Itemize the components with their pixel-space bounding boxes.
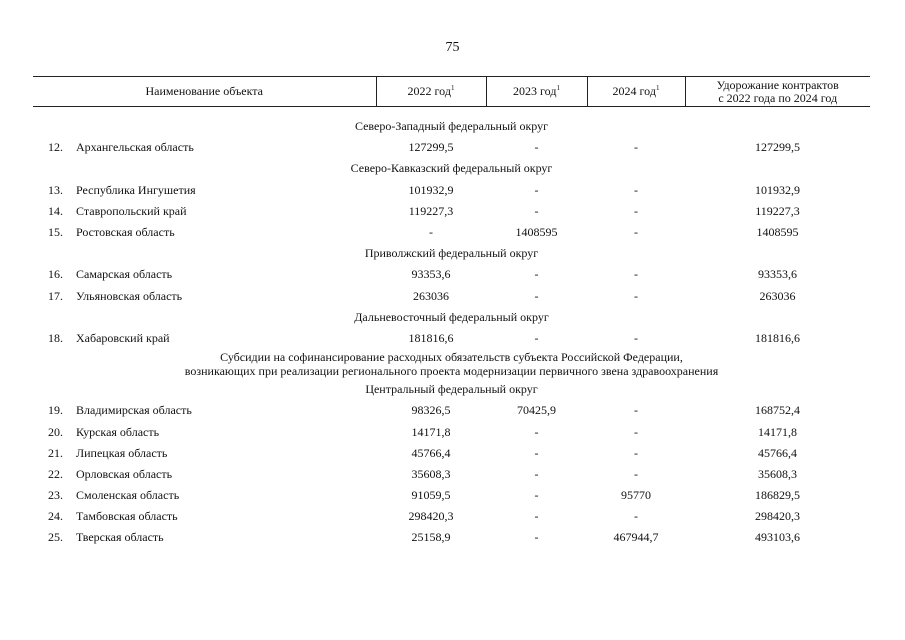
table-row: [33, 443, 870, 464]
header-2024: 2024 год$^1$: [587, 77, 685, 107]
header-2022: 2022 год$^1$: [376, 77, 486, 107]
row-number: 21.: [48, 445, 63, 460]
value-2023: -: [534, 140, 539, 155]
value-2023: 1408595: [515, 225, 558, 240]
value-2022: 263036: [413, 288, 449, 303]
value-increase: 168752,4: [755, 403, 800, 418]
value-2022: 181816,6: [408, 330, 454, 345]
table-row: [33, 506, 870, 527]
value-2022: 35608,3: [411, 466, 451, 481]
value-2024: -: [634, 424, 638, 439]
object-name: Архангельская область: [76, 140, 194, 155]
value-2023: -: [534, 267, 539, 282]
footnote-mark: 1: [450, 84, 455, 92]
value-increase: 14171,8: [758, 424, 797, 439]
object-name: Смоленская область: [76, 488, 180, 503]
section-title-row: [33, 307, 870, 328]
value-increase: 298420,3: [755, 509, 800, 524]
object-name: Хабаровский край: [76, 330, 170, 345]
value-2024: 95770: [621, 488, 651, 503]
header-object-name: Наименование объекта: [33, 77, 376, 107]
contracts-table: [33, 76, 870, 549]
object-name: Республика Ингушетия: [76, 182, 196, 197]
table-row: [33, 464, 870, 485]
value-2024: -: [634, 182, 638, 197]
section-title: Северо-Западный федеральный округ: [354, 119, 549, 134]
value-2022: 101932,9: [408, 182, 454, 197]
value-2022: 298420,3: [408, 509, 454, 524]
row-number: 25.: [48, 530, 63, 545]
row-number: 20.: [48, 424, 63, 439]
value-2023: -: [534, 530, 539, 545]
value-2024: -: [634, 509, 638, 524]
value-increase: 263036: [759, 288, 796, 303]
value-2023: -: [534, 330, 539, 345]
table-header: [33, 77, 870, 107]
value-2023: -: [534, 203, 539, 218]
object-name: Ульяновская область: [76, 288, 183, 303]
section-title-row: [33, 379, 870, 400]
object-name: Липецкая область: [76, 445, 168, 460]
value-2023: -: [534, 445, 539, 460]
section-title: Приволжский федеральный округ: [364, 246, 539, 261]
table-row: [33, 328, 870, 349]
value-increase: 93353,6: [758, 267, 797, 282]
value-2022: 127299,5: [408, 140, 454, 155]
value-2023: 70425,9: [517, 403, 556, 418]
value-2024: 467944,7: [613, 530, 659, 545]
table-row: [33, 180, 870, 201]
value-2024: -: [634, 403, 638, 418]
value-2024: -: [634, 203, 638, 218]
table-row: [33, 485, 870, 506]
header-2023: 2023 год$^1$: [486, 77, 587, 107]
object-name: Ростовская область: [76, 225, 175, 240]
row-number: 18.: [48, 330, 63, 345]
row-number: 24.: [48, 509, 63, 524]
value-2024: -: [634, 140, 638, 155]
table-row: [33, 201, 870, 222]
row-number: 22.: [48, 466, 63, 481]
value-2022: 98326,5: [411, 403, 451, 418]
row-number: 17.: [48, 288, 63, 303]
object-name: Орловская область: [76, 466, 173, 481]
row-number: 16.: [48, 267, 63, 282]
table-row: [33, 421, 870, 442]
value-2024: -: [634, 267, 638, 282]
value-2022: 45766,4: [411, 445, 451, 460]
section-title: Северо-Кавказский федеральный округ: [350, 161, 553, 176]
table-body: [33, 107, 870, 549]
value-increase: 186829,5: [755, 488, 800, 503]
object-name: Самарская область: [76, 267, 173, 282]
value-2024: -: [634, 330, 638, 345]
page-number: 75: [445, 40, 460, 55]
spacer-row: [33, 107, 870, 117]
table-row: [33, 264, 870, 285]
table-row: [33, 137, 870, 158]
table-row: [33, 286, 870, 307]
value-2023: -: [534, 466, 539, 481]
section-title-row: [33, 243, 870, 264]
value-2023: -: [534, 509, 539, 524]
value-increase: 181816,6: [755, 330, 800, 345]
row-number: 12.: [48, 140, 63, 155]
row-number: 15.: [48, 225, 63, 240]
value-2024: -: [634, 466, 638, 481]
object-name: Ставропольский край: [76, 203, 187, 218]
value-increase: 35608,3: [758, 466, 797, 481]
footnote-mark: 1: [556, 84, 560, 92]
value-increase: 45766,4: [758, 445, 797, 460]
value-2024: -: [634, 445, 638, 460]
object-name: Владимирская область: [76, 403, 192, 418]
value-2023: -: [534, 424, 539, 439]
subsidy-title-row: [33, 349, 870, 379]
section-title: Дальневосточный федеральный округ: [354, 309, 549, 324]
value-2023: -: [534, 288, 539, 303]
value-2022: 25158,9: [411, 530, 451, 545]
value-2022: 91059,5: [411, 488, 451, 503]
row-number: 13.: [48, 182, 63, 197]
value-2022: 119227,3: [408, 203, 454, 218]
value-increase: 119227,3: [755, 203, 800, 218]
value-2023: -: [534, 488, 539, 503]
table-row: [33, 222, 870, 243]
value-increase: 1408595: [756, 225, 799, 240]
section-title-row: [33, 116, 870, 137]
value-2024: -: [634, 225, 638, 240]
object-name: Тверская область: [76, 530, 164, 545]
table-row: [33, 527, 870, 548]
row-number: 23.: [48, 488, 63, 503]
value-increase: 493103,6: [755, 530, 800, 545]
subsidy-title: Субсидии на софинансирование расходных обязательств субъекта Российской Федерации, возникающих при реализации регионального проекта модернизации первичного звена здравоохранения: [184, 350, 719, 379]
value-2022: -: [429, 225, 433, 240]
section-title-row: [33, 158, 870, 179]
footnote-mark: 1: [655, 84, 660, 92]
row-number: 14.: [48, 203, 63, 218]
value-2023: -: [534, 182, 539, 197]
section-title: Центральный федеральный округ: [365, 382, 538, 397]
header-contract-increase: Удорожание контрактов с 2022 года по 2024 год: [685, 77, 870, 107]
value-increase: 127299,5: [755, 140, 800, 155]
value-2024: -: [634, 288, 638, 303]
value-2022: 93353,6: [411, 267, 451, 282]
object-name: Тамбовская область: [76, 509, 178, 524]
value-2022: 14171,8: [411, 424, 451, 439]
value-increase: 101932,9: [755, 182, 800, 197]
table-row: [33, 400, 870, 421]
object-name: Курская область: [76, 424, 160, 439]
row-number: 19.: [48, 403, 63, 418]
